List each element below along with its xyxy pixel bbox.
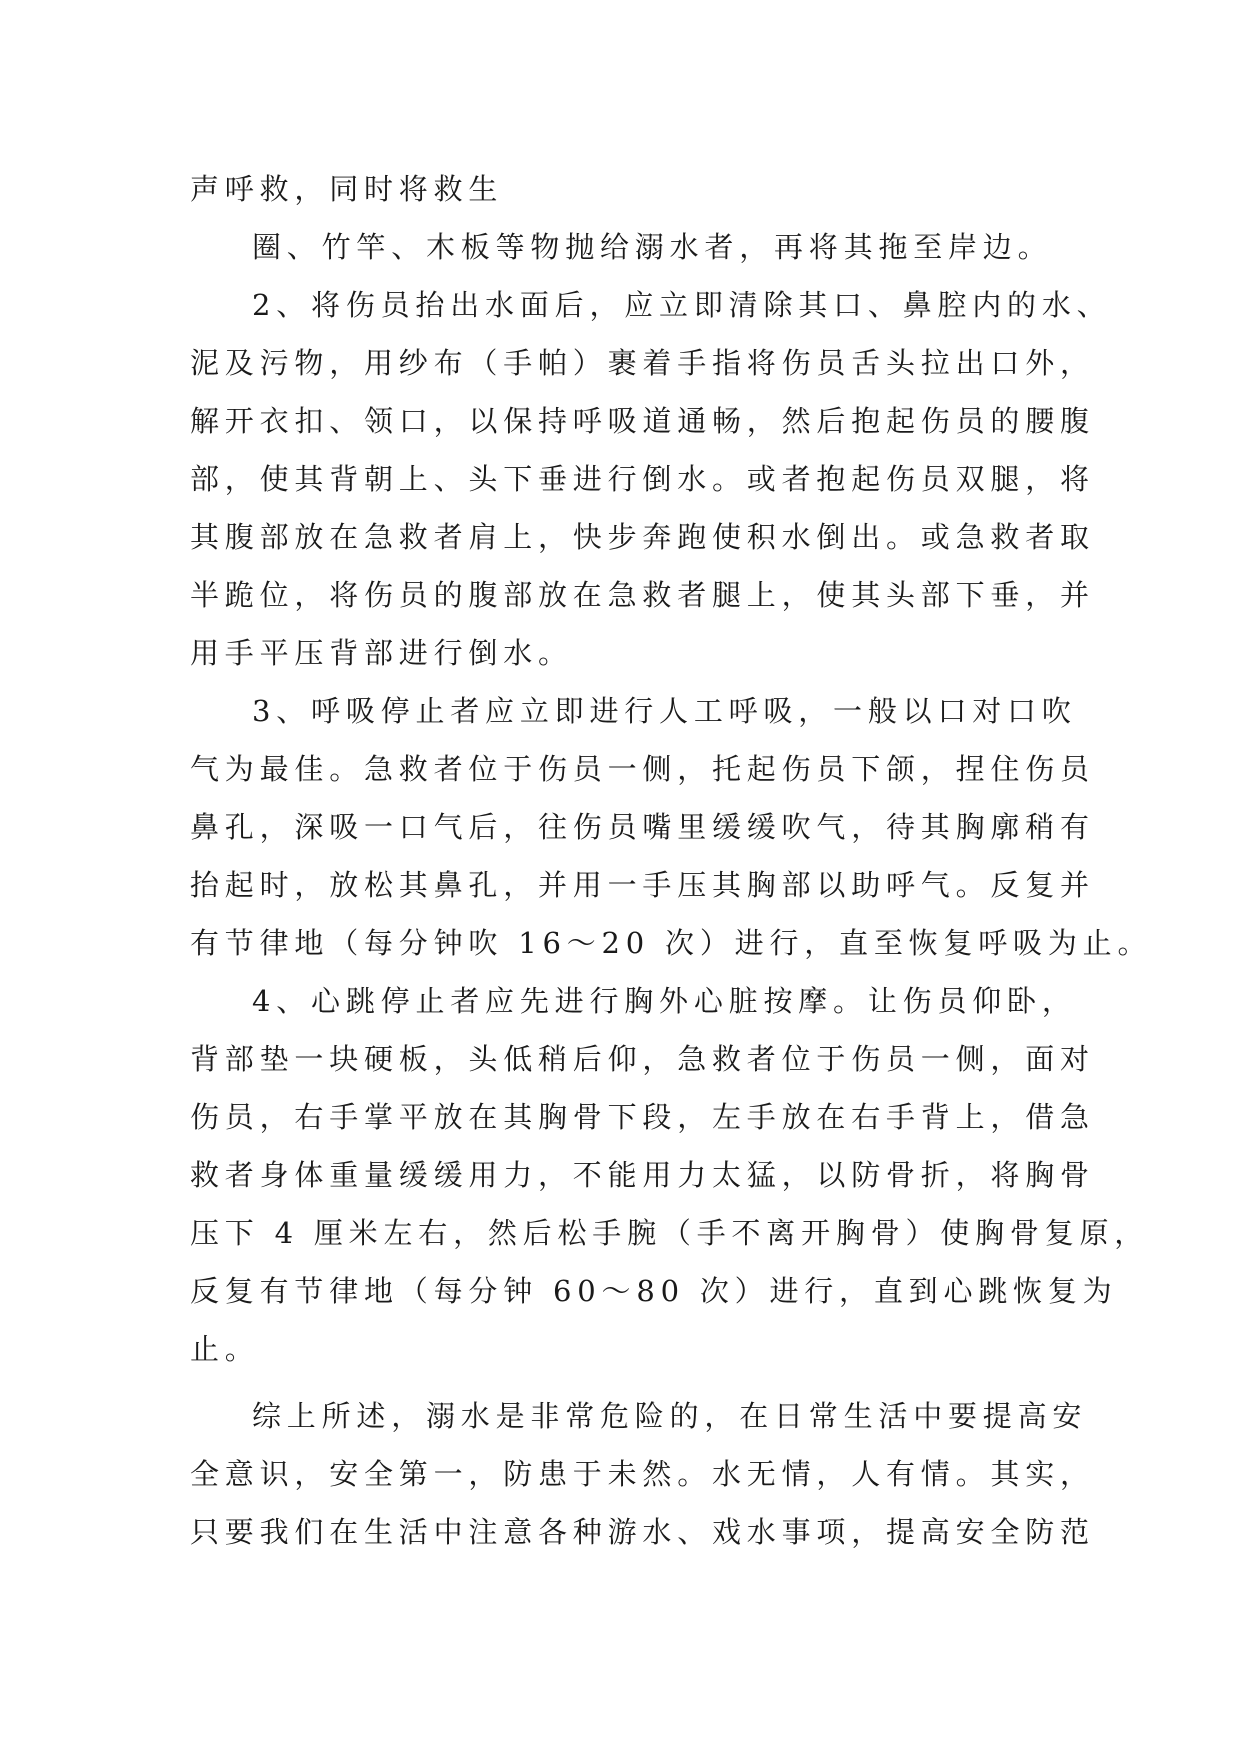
- text-line: 用手平压背部进行倒水。: [190, 636, 573, 670]
- text-line: 全意识，安全第一，防患于未然。水无情，人有情。其实，: [190, 1457, 1095, 1491]
- text-line: 鼻孔，深吸一口气后，往伤员嘴里缓缓吹气，待其胸廓稍有: [190, 810, 1095, 844]
- text-line: 压下 4 厘米左右，然后松手腕（手不离开胸骨）使胸骨复原，: [190, 1216, 1150, 1250]
- text-line: 抬起时，放松其鼻孔，并用一手压其胸部以助呼气。反复并: [190, 868, 1095, 902]
- text-line: 气为最佳。急救者位于伤员一侧，托起伤员下颌，捏住伤员: [190, 752, 1095, 786]
- text-line: 止。: [190, 1332, 260, 1366]
- text-line: 伤员，右手掌平放在其胸骨下段，左手放在右手背上，借急: [190, 1100, 1095, 1134]
- text-line: 有节律地（每分钟吹 16～20 次）进行，直至恢复呼吸为止。: [190, 926, 1153, 960]
- text-line: 部，使其背朝上、头下垂进行倒水。或者抱起伤员双腿，将: [190, 462, 1095, 496]
- text-line: 综上所述，溺水是非常危险的，在日常生活中要提高安: [252, 1399, 1088, 1433]
- text-line: 半跪位，将伤员的腹部放在急救者腿上，使其头部下垂，并: [190, 578, 1095, 612]
- text-line: 其腹部放在急救者肩上，快步奔跑使积水倒出。或急救者取: [190, 520, 1095, 554]
- text-line: 2、将伤员抬出水面后，应立即清除其口、鼻腔内的水、: [252, 288, 1112, 322]
- text-line: 只要我们在生活中注意各种游水、戏水事项，提高安全防范: [190, 1515, 1095, 1549]
- text-line: 圈、竹竿、木板等物抛给溺水者，再将其拖至岸边。: [252, 230, 1053, 264]
- text-line: 4、心跳停止者应先进行胸外心脏按摩。让伤员仰卧，: [252, 984, 1077, 1018]
- text-line: 救者身体重量缓缓用力，不能用力太猛，以防骨折，将胸骨: [190, 1158, 1095, 1192]
- text-line: 反复有节律地（每分钟 60～80 次）进行，直到心跳恢复为: [190, 1274, 1118, 1308]
- text-line: 声呼救，同时将救生: [190, 172, 504, 206]
- text-line: 泥及污物，用纱布（手帕）裹着手指将伤员舌头拉出口外，: [190, 346, 1095, 380]
- text-line: 解开衣扣、领口，以保持呼吸道通畅，然后抱起伤员的腰腹: [190, 404, 1095, 438]
- text-line: 背部垫一块硬板，头低稍后仰，急救者位于伤员一侧，面对: [190, 1042, 1095, 1076]
- text-line: 3、呼吸停止者应立即进行人工呼吸，一般以口对口吹: [252, 694, 1077, 728]
